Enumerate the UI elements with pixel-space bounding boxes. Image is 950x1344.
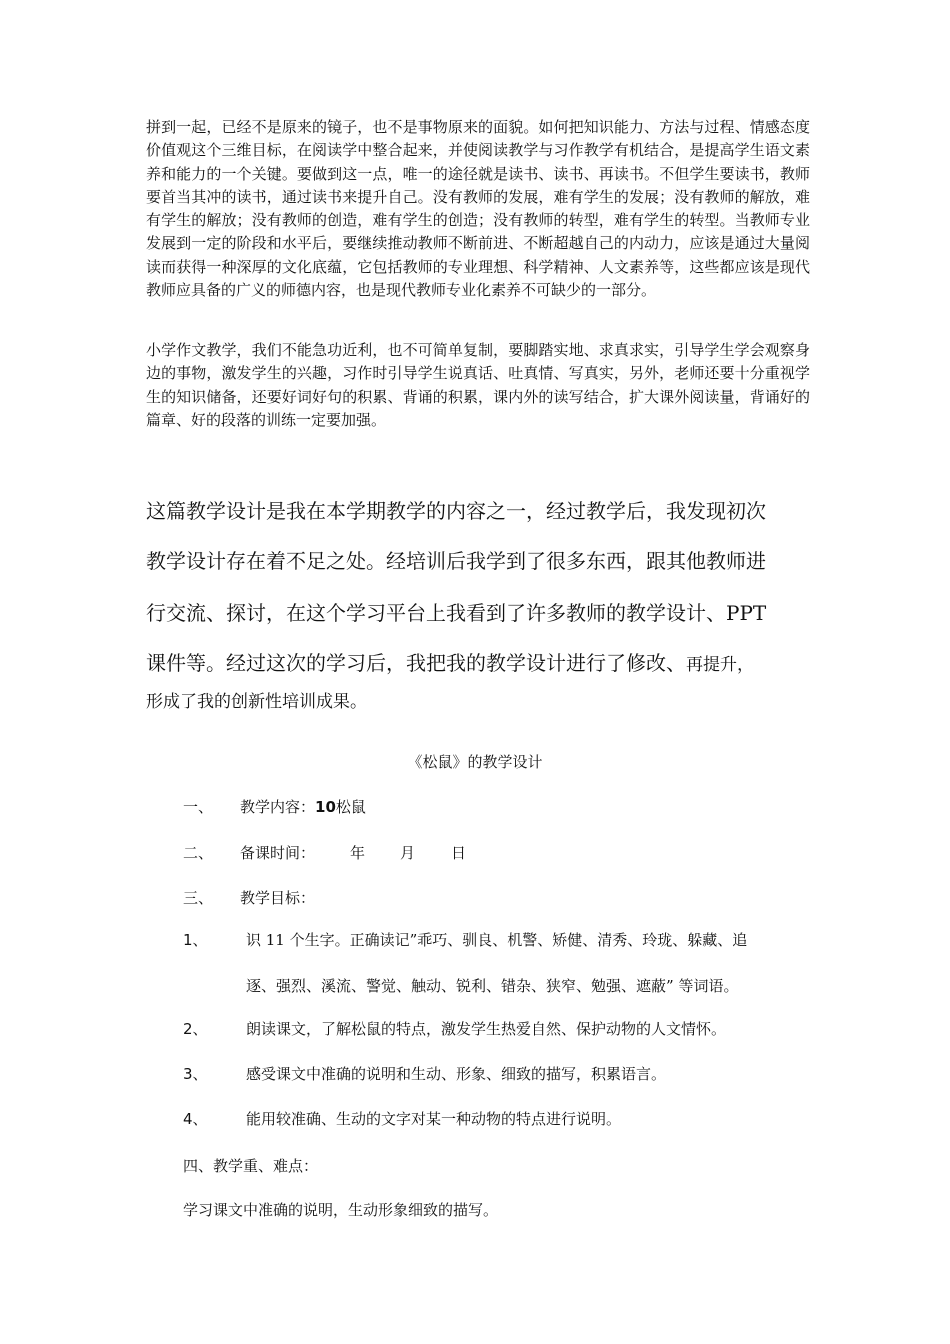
section-4-heading: 四、教学重、难点： [183, 1157, 319, 1175]
summary-line-5: 形成了我的创新性培训成果。 [146, 692, 367, 712]
section-3-number: 三、 [183, 889, 214, 907]
section-3-label: 教学目标： [240, 889, 316, 907]
lesson-number: 10 [315, 798, 336, 816]
goal-2-number: 2、 [183, 1020, 208, 1038]
prep-day: 日 [451, 844, 467, 862]
goal-4-text: 能用较准确、生动的文字对某一种动物的特点进行说明。 [246, 1110, 622, 1128]
summary-line-4-small: 再提升， [686, 655, 754, 675]
goal-3-text: 感受课文中准确的说明和生动、形象、细致的描写，积累语言。 [246, 1065, 667, 1083]
summary-line-3: 行交流、探讨，在这个学习平台上我看到了许多教师的教学设计、PPT [146, 601, 767, 625]
summary-line-1: 这篇教学设计是我在本学期教学的内容之一，经过教学后，我发现初次 [146, 499, 766, 523]
goal-3-number: 3、 [183, 1065, 208, 1083]
prep-month: 月 [400, 844, 416, 862]
goal-1-line-1: 识 11 个生字。正确读记”乖巧、驯良、机警、矫健、清秀、玲珑、躲藏、追 [246, 931, 748, 949]
summary-line-4 [146, 647, 836, 676]
goal-1-number: 1、 [183, 931, 208, 949]
section-2-number: 二、 [183, 844, 214, 862]
summary-line-2: 教学设计存在着不足之处。经培训后我学到了很多东西，跟其他教师进 [146, 549, 766, 573]
design-title: 《松鼠》的教学设计 [407, 753, 543, 771]
lesson-name: 松鼠 [335, 798, 366, 816]
section-2-label: 备课时间： [240, 844, 316, 862]
summary-line-4-main: 课件等。经过这次的学习后，我把我的教学设计进行了修改、 [146, 651, 686, 675]
goal-1-line-2: 逐、强烈、溪流、警觉、触动、锐利、错杂、狭窄、勉强、遮蔽” 等词语。 [246, 977, 739, 995]
section-1-number: 一、 [183, 798, 214, 816]
reflection-paragraph-2: 小学作文教学，我们不能急功近利，也不可简单复制，要脚踏实地、求真求实，引导学生学会观察身边的事物，激发学生的兴趣，习作时引导学生说真话、吐真情、写真实，另外，老师还要十分重视学生的知识储备，还要好词好句的积累、背诵的积累，课内外的读写结合，扩大课外阅读量，背诵好的篇章、好的段落的训练一定要加强。 [146, 341, 810, 429]
reflection-paragraph-1: 拼到一起，已经不是原来的镜子，也不是事物原来的面貌。如何把知识能力、方法与过程、情感态度价值观这个三维目标，在阅读学中整合起来，并使阅读教学与习作教学有机结合，是提高学生语文素养和能力的一个关键。要做到这一点，唯一的途径就是读书、读书、再读书。不但学生要读书，教师要首当其冲的读书，通过读书来提升自己。没有教师的发展，难有学生的发展；没有教师的解放，难有学生的解放；没有教师的创造，难有学生的创造；没有教师的转型，难有学生的转型。当教师专业发展到一定的阶段和水平后，要继续推动教师不断前进、不断超越自己的内动力，应该是通过大量阅读而获得一种深厚的文化底蕴，它包括教师的专业理想、科学精神、人文素养等，这些都应该是现代教师应具备的广义的师德内容，也是现代教师专业化素养不可缺少的一部分。 [146, 118, 810, 300]
section-1-label: 教学内容： [240, 798, 316, 816]
section-1-content [240, 796, 366, 817]
goal-2-text: 朗读课文，了解松鼠的特点，激发学生热爱自然、保护动物的人文情怀。 [246, 1020, 727, 1038]
prep-year: 年 [350, 844, 366, 862]
goal-4-number: 4、 [183, 1110, 208, 1128]
difficulty-text: 学习课文中准确的说明，生动形象细致的描写。 [183, 1201, 499, 1219]
